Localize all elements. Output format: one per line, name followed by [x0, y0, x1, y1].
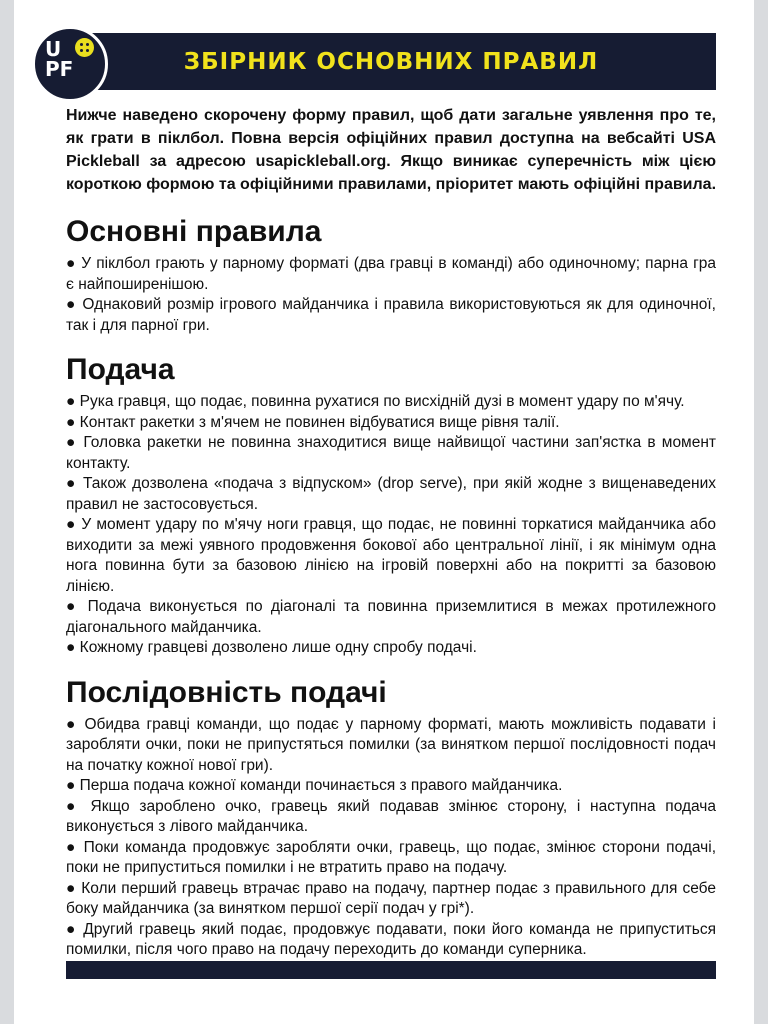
document-content — [66, 104, 716, 961]
list-item: ● Коли перший гравець втрачає право на подачу, партнер подає з правильного для себе боку майданчика (за винятком першої серії подач у грі*). — [66, 879, 716, 917]
section-heading: Подача — [66, 353, 175, 386]
footer-bar — [66, 961, 716, 979]
list-item: ● Перша подача кожної команди починається з правого майданчика. — [66, 777, 563, 794]
document-page — [14, 0, 754, 1024]
list-item: ● Другий гравець який подає, продовжує подавати, поки його команда не припуститься помилки, після чого право на подачу переходить до команди суперника. — [66, 920, 716, 958]
section-heading: Послідовність подачі — [66, 675, 387, 709]
list-item: ● Обидва гравці команди, що подає у парному форматі, мають можливість подавати і заробляти очки, поки не припустяться помилки (за винятком першої послідовності подач на початку кожної нової гри). — [66, 715, 716, 774]
list-item: ● Подача виконується по діагоналі та повинна приземлитися в межах протилежного діагонального майданчика. — [66, 598, 716, 636]
list-item: ● Кожному гравцеві дозволено лише одну спробу подачі. — [66, 639, 477, 656]
section-basic-rules — [66, 214, 716, 336]
list-item: ● Рука гравця, що подає, повинна рухатися по висхідній дузі в момент удару по м'ячу. — [66, 393, 685, 410]
list-item: ● Також дозволена «подача з відпуском» (drop serve), при якій жодне з вищенаведених правил не застосовується. — [66, 475, 716, 513]
list-item: ● Поки команда продовжує заробляти очки, гравець, що подає, змінює сторони подачі, поки не припуститься помилки і не втратить право на подачу. — [66, 838, 716, 876]
list-item: ● У піклбол грають у парному форматі (два гравці в команді) або одиночному; парна гра є найпоширенішою. — [66, 255, 716, 293]
section-serve-sequence — [66, 675, 716, 961]
title-banner — [66, 33, 716, 90]
list-item: ● Контакт ракетки з м'ячем не повинен відбуватися вище рівня талії. — [66, 413, 560, 431]
list-item: ● Однаковий розмір ігрового майданчика і правила використовуються як для одиночної, так і для парної гри. — [66, 296, 716, 334]
intro-paragraph: Нижче наведено скорочену форму правил, щоб дати загальне уявлення про те, як грати в піклбол. Повна версія офіційних правил доступна на вебсайті USA Pickleball за адресою usapickleball.org. Якщо виникає суперечність між цією короткою формою та офіційними правилами, пріоритет мають офіційні правила. — [66, 107, 717, 193]
list-item: ● У момент удару по м'ячу ноги гравця, що подає, не повинні торкатися майданчика або виходити за межі уявного продовження бокової або центральної лінії, і як мінімум одна нога повинна бути за базовою лінією на ігровій поверхні або на покритті за базовою лінією. — [66, 516, 716, 595]
section-heading: Основні правила — [66, 215, 322, 248]
pickleball-icon — [75, 38, 94, 57]
section-serve — [66, 352, 716, 659]
page-title: ЗБІРНИК ОСНОВНИХ ПРАВИЛ — [183, 48, 599, 75]
logo-letters: U PF — [45, 37, 74, 81]
upf-logo — [32, 26, 108, 102]
list-item: ● Головка ракетки не повинна знаходитися вище найвищої частини зап'ястка в момент контакту. — [66, 434, 716, 472]
list-item: ● Якщо зароблено очко, гравець який подавав змінює сторону, і наступна подача виконується з лівого майданчика. — [66, 797, 716, 835]
